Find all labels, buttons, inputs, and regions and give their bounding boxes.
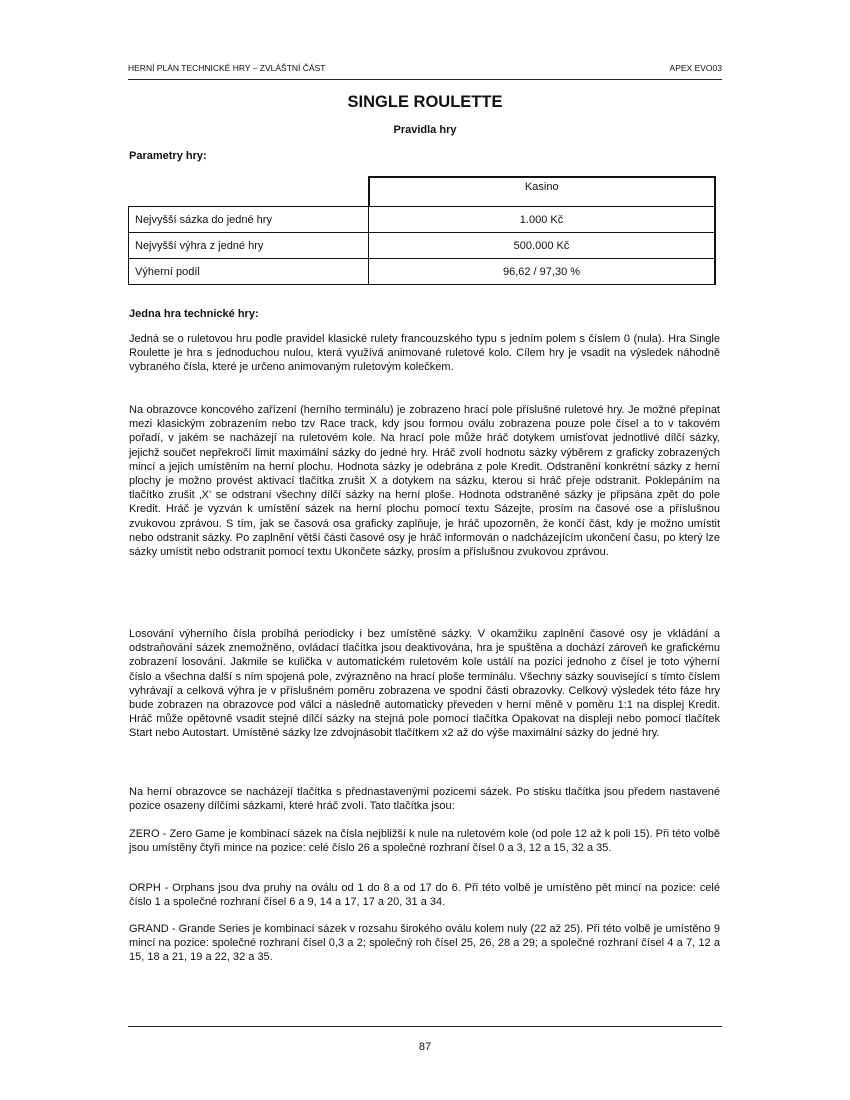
paragraph-intro: Jedná se o ruletovou hru podle pravidel klasické rulety francouzského typu s jedním polem s číslem 0 (nula). Hra Single Roulette je hra s jednoduchou nulou, která využívá animované ruletové kolo. Cílem hry je vsadit na výsledek náhodně vybraného čísla, které je určeno animovaným ruletovým kolečkem. <box>129 333 720 374</box>
paragraph-preset-buttons: Na herní obrazovce se nacházejí tlačítka s přednastavenými pozicemi sázek. Po stisku tlačítka jsou předem nastavené pozice osazeny dílčími sázkami, které hráč zvolí. Tato tlačítka jsou: <box>129 786 720 813</box>
header-game-code: APEX EVO03 <box>669 63 722 73</box>
params-table-header-row <box>129 177 716 207</box>
params-column-header: Kasino <box>369 177 716 207</box>
param-label: Nejvyšší výhra z jedné hry <box>129 233 369 259</box>
paragraph-orph: ORPH - Orphans jsou dva pruhy na oválu od 1 do 8 a od 17 do 6. Při této volbě je umístěno pět mincí na pozice: celé číslo 1 a společné rozhraní čísel 6 a 9, 14 a 17, 17 a 20, 31 a 34. <box>129 882 720 909</box>
table-row <box>129 233 716 259</box>
params-heading: Parametry hry: <box>129 150 207 162</box>
param-value: 500.000 Kč <box>369 233 716 259</box>
page-subtitle: Pravidla hry <box>393 124 457 136</box>
header-divider <box>128 79 722 80</box>
paragraph-grand: GRAND - Grande Series je kombinací sázek v rozsahu širokého oválu kolem nuly (22 až 25). Při této volbě je umístěno 9 mincí na pozice: společné rozhraní čísel 0,3 a 2; společný roh čísel 25, 26, 28 a 29; a společné rozhraní čísel 4 a 7, 12 a 15, 18 a 21, 19 a 22, 32 a 35. <box>129 923 720 964</box>
paragraph-betting: Na obrazovce koncového zařízení (herního terminálu) je zobrazeno hrací pole příslušné ruletové hry. Je možné přepínat mezi klasickým zobrazením nebo tzv Race track, kdy jsou formou oválu zobrazena pouze pole čísel a to v takovém pořadí, v jakém se nacházejí na ruletovém kole. Na hrací pole může hráč dotykem umisťovat jednotlivé dílčí sázky, jejichž součet nepřekročí limit maximální sázky do jedné hry. Hráč zvolí hodnotu sázky výběrem z graficky zobrazených mincí a jejich umístěním na herní plochu. Hodnota sázky je odebrána z pole Kredit. Odstranění konkrétní sázky z herní plochy je možno provést aktivací tlačítka zrušit X a dotykem na sázku, kterou si hráč přeje odstranit. Poklepáním na tlačítko zrušit ‚X' se odstraní všechny dílčí sázky na herní ploše. Hodnota odstraněné sázky je připsána zpět do pole Kredit. Hráč je vyzván k umístění sázek na herní plochu pomocí textu Sázejte, prosím na časové ose a příslušnou zvukovou zprávou. S tím, jak se časová osa graficky zaplňuje, je hráč upozorněn, že končí část, kdy je možno umístit nebo odstranit sázky. Po zaplnění větší části časové osy je hráč informován o nadcházejícím ukončení času, po který lze sázky umístit nebo odstranit pomocí textu Ukončete sázky, prosím a příslušnou zvukovou zprávou. <box>129 404 720 559</box>
param-value: 1.000 Kč <box>369 207 716 233</box>
params-table-empty-cell <box>129 177 369 207</box>
page-header <box>128 63 722 73</box>
params-table <box>128 176 716 285</box>
page-title: SINGLE ROULETTE <box>347 93 503 111</box>
param-label: Výherní podíl <box>129 259 369 285</box>
param-label: Nejvyšší sázka do jedné hry <box>129 207 369 233</box>
table-row <box>129 207 716 233</box>
table-row <box>129 259 716 285</box>
paragraph-zero: ZERO - Zero Game je kombinací sázek na čísla nejbližší k nule na ruletovém kole (od pole 12 až k poli 15). Při této volbě jsou umístěny čtyři mince na pozice: celé číslo 26 a společné rozhraní čísel 0 a 3, 12 a 15, 32 a 35. <box>129 828 720 855</box>
header-document-title: HERNÍ PLÁN TECHNICKÉ HRY – ZVLÁŠTNÍ ČÁST <box>128 63 326 73</box>
section-heading: Jedna hra technické hry: <box>129 308 259 320</box>
footer-divider <box>128 1026 722 1027</box>
paragraph-draw: Losování výherního čísla probíhá periodicky i bez umístěné sázky. V okamžiku zaplnění časové osy je vkládání a odstraňování sázek znemožněno, ovládací tlačítka jsou deaktivována, hra je spuštěna a dochází zároveň ke grafickému zobrazení losování. Jakmile se kulička v automatickém ruletovém kole ustálí na pozici jednoho z čísel je toto výherní číslo a všechna další s ním spojená pole, zvýrazněno na hrací ploše terminálu. Všechny sázky související s tímto číslem vyhrávají a celková výhra je v příslušném poměru zobrazena ve spodní části obrazovky. Celkový výsledek této fáze hry bude zobrazen na obrazovce pod válci a následně automaticky převeden v herní měně v poměru 1:1 na displej Kredit. Hráč může opětovně vsadit stejné dílčí sázky na stejná pole pomocí tlačítka Opakovat na displeji nebo pomocí tlačítek Start nebo Autostart. Umístěné sázky lze zdvojnásobit tlačítkem x2 až do výše maximální sázky do jedné hry. <box>129 628 720 740</box>
page-number: 87 <box>418 1041 432 1053</box>
param-value: 96,62 / 97,30 % <box>369 259 716 285</box>
